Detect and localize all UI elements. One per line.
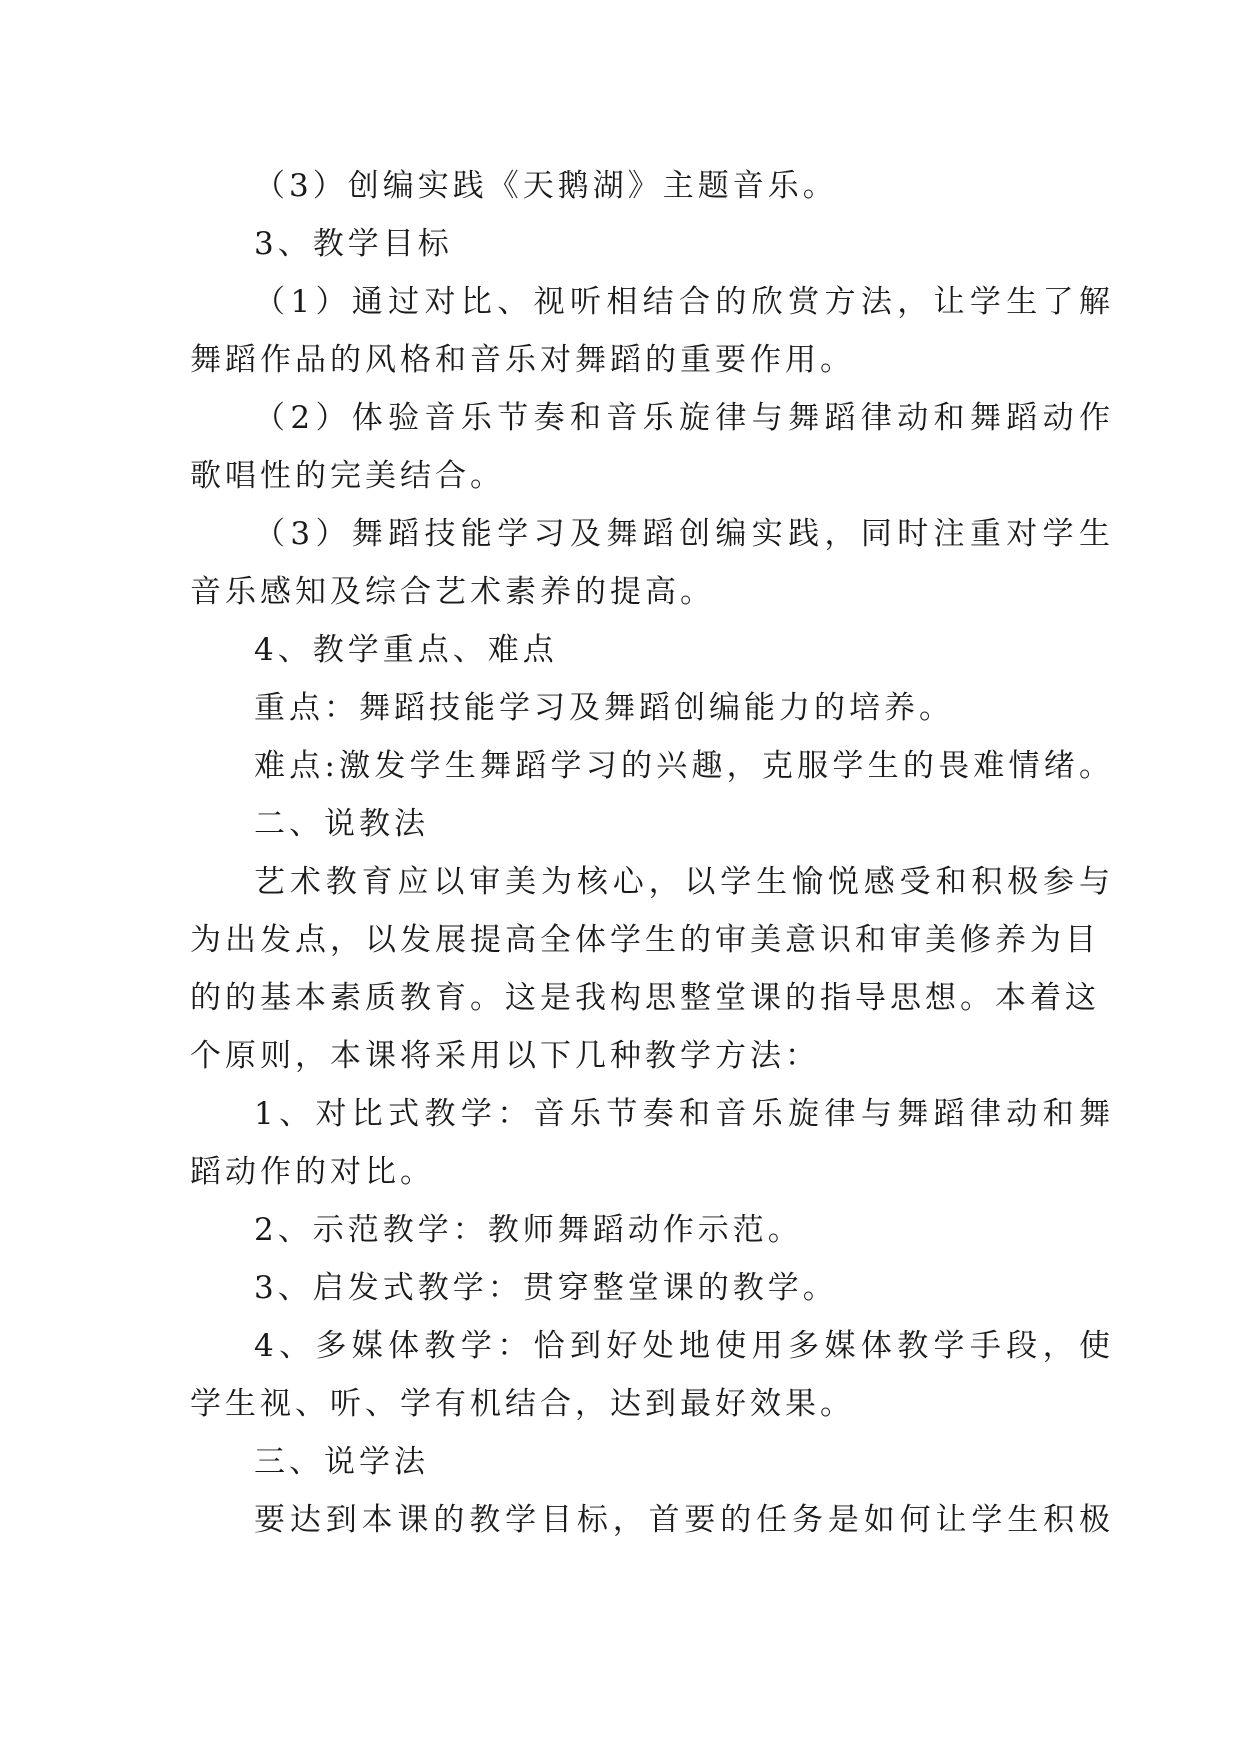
- paragraph-line: 蹈动作的对比。: [190, 1154, 435, 1190]
- section-heading: 三、说学法: [254, 1444, 429, 1480]
- paragraph-line: （3）舞蹈技能学习及舞蹈创编实践，同时注重对学生: [254, 516, 1114, 552]
- section-heading: 4、教学重点、难点: [254, 632, 558, 668]
- paragraph-line: 3、启发式教学：贯穿整堂课的教学。: [254, 1270, 838, 1306]
- paragraph-line: 难点:激发学生舞蹈学习的兴趣，克服学生的畏难情绪。: [254, 748, 1114, 784]
- paragraph-line: 为出发点，以发展提高全体学生的审美意识和审美修养为目: [190, 922, 1100, 958]
- paragraph-line: （3）创编实践《天鹅湖》主题音乐。: [254, 168, 838, 204]
- section-heading: 3、教学目标: [254, 226, 453, 262]
- paragraph-line: 学生视、听、学有机结合，达到最好效果。: [190, 1386, 855, 1422]
- paragraph-line: （2）体验音乐节奏和音乐旋律与舞蹈律动和舞蹈动作: [254, 400, 1114, 436]
- paragraph-line: 4、多媒体教学：恰到好处地使用多媒体教学手段，使: [254, 1328, 1114, 1364]
- paragraph-line: 艺术教育应以审美为核心，以学生愉悦感受和积极参与: [254, 864, 1114, 900]
- paragraph-line: 的的基本素质教育。这是我构思整堂课的指导思想。本着这: [190, 980, 1100, 1016]
- section-heading: 二、说教法: [254, 806, 429, 842]
- paragraph-line: 2、示范教学：教师舞蹈动作示范。: [254, 1212, 803, 1248]
- paragraph-line: 个原则，本课将采用以下几种教学方法：: [190, 1038, 820, 1074]
- paragraph-line: 重点：舞蹈技能学习及舞蹈创编能力的培养。: [254, 690, 954, 726]
- paragraph-line: 要达到本课的教学目标，首要的任务是如何让学生积极: [254, 1502, 1114, 1538]
- paragraph-line: 舞蹈作品的风格和音乐对舞蹈的重要作用。: [190, 342, 855, 378]
- paragraph-line: （1）通过对比、视听相结合的欣赏方法，让学生了解: [254, 284, 1114, 320]
- paragraph-line: 音乐感知及综合艺术素养的提高。: [190, 574, 715, 610]
- paragraph-line: 歌唱性的完美结合。: [190, 458, 505, 494]
- paragraph-line: 1、对比式教学：音乐节奏和音乐旋律与舞蹈律动和舞: [254, 1096, 1114, 1132]
